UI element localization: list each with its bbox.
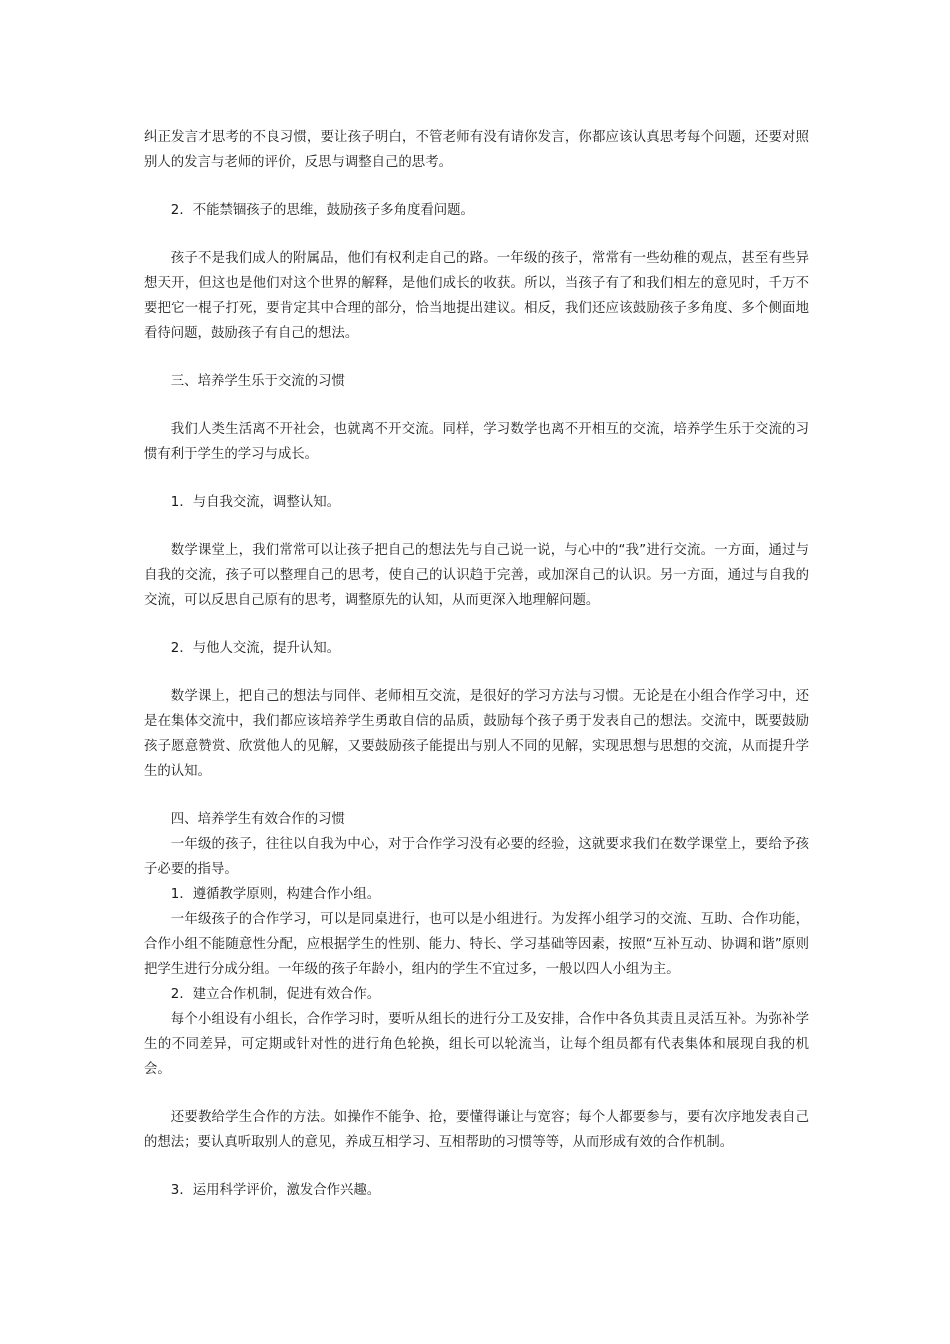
section-heading-3-communication: 三、培养学生乐于交流的习惯	[170, 374, 345, 389]
subheading-2-no-restrict-thinking: 2．不能禁锢孩子的思维，鼓励孩子多角度看问题。	[170, 203, 474, 218]
paragraph-cooperation-methods: 还要教给学生合作的方法。如操作不能争、抢，要懂得谦让与宽容；每个人都要参与，要有次序地发表自己的想法；要认真听取别人的意见，养成互相学习、互相帮助的习惯等等，从而形成有效的合作机制。	[144, 1110, 809, 1150]
subheading-2-cooperation-mechanism: 2．建立合作机制，促进有效合作。	[170, 987, 381, 1002]
subheading-1-self-communication: 1．与自我交流，调整认知。	[170, 495, 341, 510]
paragraph-group-leader: 每个小组设有小组长，合作学习时，要听从组长的进行分工及安排，合作中各负其责且灵活互补。为弥补学生的不同差异，可定期或针对性的进行角色轮换，组长可以轮流当，让每个组员都有代表集体和展现自我的机会。	[144, 1012, 809, 1077]
subheading-2-others-communication: 2．与他人交流，提升认知。	[170, 641, 341, 656]
section-heading-4-cooperation: 四、培养学生有效合作的习惯	[170, 812, 345, 827]
subheading-3-scientific-evaluation: 3．运用科学评价，激发合作兴趣。	[170, 1183, 381, 1198]
paragraph-children-own-path: 孩子不是我们成人的附属品，他们有权利走自己的路。一年级的孩子，常常有一些幼稚的观点，甚至有些异想天开，但这也是他们对这个世界的解释，是他们成长的收获。所以，当孩子有了和我们相左的意见时，千万不要把它一棍子打死，要肯定其中合理的部分，恰当地提出建议。相反，我们还应该鼓励孩子多角度、多个侧面地看待问题，鼓励孩子有自己的想法。	[144, 251, 809, 341]
paragraph-communication-intro: 我们人类生活离不开社会，也就离不开交流。同样，学习数学也离不开相互的交流，培养学生乐于交流的习惯有利于学生的学习与成长。	[144, 422, 809, 462]
paragraph-others-communication: 数学课上，把自己的想法与同伴、老师相互交流，是很好的学习方法与习惯。无论是在小组合作学习中，还是在集体交流中，我们都应该培养学生勇敢自信的品质，鼓励每个孩子勇于发表自己的想法。交流中，既要鼓励孩子愿意赞赏、欣赏他人的见解，又要鼓励孩子能提出与别人不同的见解，实现思想与思想的交流，从而提升学生的认知。	[144, 689, 809, 779]
paragraph-1: 纠正发言才思考的不良习惯，要让孩子明白，不管老师有没有请你发言，你都应该认真思考每个问题，还要对照别人的发言与老师的评价，反思与调整自己的思考。	[144, 130, 809, 170]
subheading-1-build-groups: 1．遵循教学原则，构建合作小组。	[170, 887, 381, 902]
paragraph-cooperation-intro: 一年级的孩子，往往以自我为中心，对于合作学习没有必要的经验，这就要求我们在数学课堂上，要给予孩子必要的指导。	[144, 837, 809, 877]
paragraph-self-communication: 数学课堂上，我们常常可以让孩子把自己的想法先与自己说一说，与心中的“我”进行交流。一方面，通过与自我的交流，孩子可以整理自己的思考，使自己的认识趋于完善，或加深自己的认识。另一方面，通过与自我的交流，可以反思自己原有的思考，调整原先的认知，从而更深入地理解问题。	[144, 543, 809, 608]
paragraph-build-groups: 一年级孩子的合作学习，可以是同桌进行，也可以是小组进行。为发挥小组学习的交流、互助、合作功能，合作小组不能随意性分配，应根据学生的性别、能力、特长、学习基础等因素，按照“互补互动、协调和谐”原则把学生进行分成分组。一年级的孩子年龄小，组内的学生不宜过多，一般以四人小组为主。	[144, 912, 809, 977]
document-body	[144, 125, 809, 1203]
